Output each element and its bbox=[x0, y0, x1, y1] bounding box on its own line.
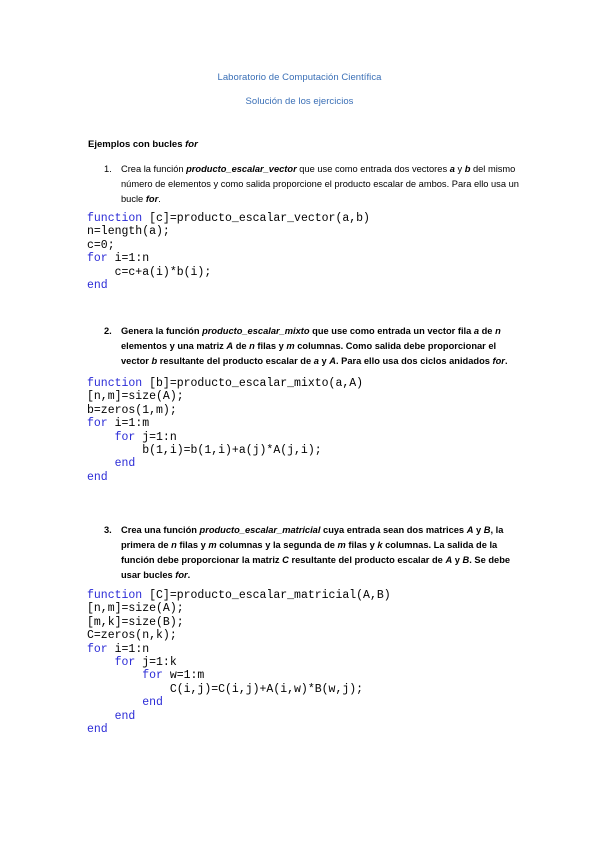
code-keyword: function bbox=[87, 377, 143, 390]
function-name: producto_escalar_mixto bbox=[202, 326, 310, 336]
text-part: filas y bbox=[345, 540, 378, 550]
exercise-2-text bbox=[121, 324, 524, 369]
code-line bbox=[87, 457, 135, 470]
exercise-1 bbox=[104, 162, 524, 207]
code-keyword: end bbox=[87, 457, 136, 471]
code-line bbox=[87, 212, 370, 225]
code-text: [c]=producto_escalar_vector(a,b) bbox=[142, 212, 370, 225]
code-text: C(i,j)=C(i,j)+A(i,w)*B(w,j); bbox=[87, 682, 364, 696]
section-heading-label: Ejemplos con bucles bbox=[88, 139, 186, 150]
exercise-1-text bbox=[121, 162, 524, 207]
text-part: Crea una función bbox=[121, 525, 200, 535]
code-block-1 bbox=[87, 212, 370, 292]
text-part: . Se debe usar bucles bbox=[121, 555, 511, 580]
code-line bbox=[87, 669, 204, 682]
variable: a bbox=[449, 164, 455, 174]
text-part: . bbox=[504, 356, 508, 366]
text-part: de bbox=[479, 326, 496, 336]
code-line bbox=[87, 431, 177, 444]
variable: b bbox=[464, 164, 471, 174]
text-part: cuya entrada sean dos matrices bbox=[320, 525, 467, 535]
exercise-1-number: 1. bbox=[104, 164, 112, 174]
code-line bbox=[87, 444, 322, 457]
code-line bbox=[87, 643, 149, 656]
code-text: w=1:m bbox=[162, 669, 205, 683]
section-heading-emphasis: for bbox=[185, 139, 198, 150]
text-part: y bbox=[454, 164, 465, 174]
code-line bbox=[87, 266, 211, 279]
code-text: b=zeros(1,m); bbox=[87, 403, 177, 417]
variable: A bbox=[466, 525, 474, 535]
exercise-3-text bbox=[121, 523, 524, 583]
text-part: y bbox=[452, 555, 463, 565]
variable: b bbox=[151, 356, 158, 366]
code-line bbox=[87, 602, 184, 615]
variable: A bbox=[445, 555, 453, 565]
variable: B bbox=[462, 555, 470, 565]
text-part: . bbox=[187, 570, 191, 580]
text-part: que use como entrada un vector fila bbox=[309, 326, 474, 336]
variable: a bbox=[473, 326, 480, 336]
variable: A bbox=[329, 356, 336, 366]
function-name: producto_escalar_vector bbox=[186, 164, 297, 174]
code-keyword: end bbox=[87, 696, 163, 710]
code-line bbox=[87, 390, 184, 403]
code-text: [n,m]=size(A); bbox=[87, 390, 184, 404]
code-keyword: for bbox=[87, 669, 163, 683]
code-text: i=1:n bbox=[107, 642, 150, 656]
code-keyword: for bbox=[87, 417, 108, 431]
code-text: i=1:n bbox=[107, 252, 150, 266]
code-keyword: end bbox=[87, 470, 108, 484]
text-part: resultante del producto escalar de bbox=[157, 356, 314, 366]
exercise-3 bbox=[104, 523, 524, 583]
variable: B bbox=[483, 525, 491, 535]
exercise-2-number: 2. bbox=[104, 326, 112, 336]
keyword: for bbox=[145, 194, 159, 204]
code-text: [C]=producto_escalar_matricial(A,B) bbox=[142, 589, 391, 602]
code-line bbox=[87, 225, 170, 238]
text-part: filas y bbox=[176, 540, 209, 550]
code-keyword: for bbox=[87, 656, 136, 670]
document-title: Laboratorio de Computación Científica bbox=[217, 72, 382, 83]
exercise-3-number: 3. bbox=[104, 525, 112, 535]
code-text: [m,k]=size(B); bbox=[87, 615, 184, 629]
code-line bbox=[87, 417, 149, 430]
code-keyword: function bbox=[87, 589, 143, 602]
keyword: for bbox=[492, 356, 505, 366]
code-text: c=0; bbox=[87, 238, 115, 252]
text-part: resultante del producto escalar de bbox=[288, 555, 446, 565]
variable: a bbox=[313, 356, 319, 366]
code-line bbox=[87, 471, 108, 484]
code-keyword: for bbox=[87, 642, 108, 656]
code-line bbox=[87, 656, 177, 669]
variable: n bbox=[171, 540, 177, 550]
code-text: j=1:n bbox=[135, 430, 177, 444]
variable: m bbox=[337, 540, 346, 550]
text-part: columnas. Como salida debe proporcionar el vector bbox=[121, 341, 497, 366]
variable: n bbox=[249, 341, 255, 351]
code-keyword: for bbox=[87, 252, 108, 266]
code-text: n=length(a); bbox=[87, 225, 170, 239]
text-part: , la primera de bbox=[121, 525, 504, 550]
code-keyword: end bbox=[87, 723, 108, 737]
code-line bbox=[87, 279, 108, 292]
text-part: . bbox=[158, 194, 161, 204]
code-text: j=1:k bbox=[135, 656, 177, 670]
code-line bbox=[87, 696, 163, 709]
code-text: b(1,i)=b(1,i)+a(j)*A(j,i); bbox=[87, 444, 322, 458]
text-part: que use como entrada dos vectores bbox=[296, 164, 450, 174]
variable: A bbox=[226, 341, 234, 351]
variable: m bbox=[208, 540, 217, 550]
function-name: producto_escalar_matricial bbox=[199, 525, 321, 535]
variable: n bbox=[495, 326, 501, 336]
text-part: del mismo número de elementos y como salida proporcione el producto escalar de ambos. Para ello usa un bucle bbox=[121, 164, 519, 204]
variable: m bbox=[286, 341, 295, 351]
code-line bbox=[87, 629, 177, 642]
code-keyword: end bbox=[87, 279, 108, 293]
text-part: columnas. La salida de la función debe proporcionar la matriz bbox=[121, 540, 498, 565]
keyword: for bbox=[175, 570, 188, 580]
text-part: Crea la función bbox=[121, 164, 187, 174]
code-line bbox=[87, 252, 149, 265]
code-text: C=zeros(n,k); bbox=[87, 629, 177, 643]
code-text: c=c+a(i)*b(i); bbox=[87, 265, 212, 279]
text-part: columnas y la segunda de bbox=[216, 540, 338, 550]
text-part: y bbox=[318, 356, 330, 366]
code-block-2 bbox=[87, 377, 363, 484]
code-block-3 bbox=[87, 589, 391, 736]
code-line bbox=[87, 616, 184, 629]
section-heading bbox=[88, 139, 198, 150]
code-line bbox=[87, 723, 108, 736]
code-text: [n,m]=size(A); bbox=[87, 602, 184, 616]
exercise-2 bbox=[104, 324, 524, 369]
code-text: [b]=producto_escalar_mixto(a,A) bbox=[142, 377, 364, 390]
code-line bbox=[87, 404, 177, 417]
variable: k bbox=[377, 540, 383, 550]
code-line bbox=[87, 239, 115, 252]
text-part: elementos y una matriz bbox=[121, 341, 227, 351]
variable: C bbox=[282, 555, 289, 565]
text-part: filas y bbox=[254, 341, 287, 351]
document-subtitle: Solución de los ejercicios bbox=[245, 96, 354, 107]
text-part: Genera la función bbox=[121, 326, 203, 336]
code-line bbox=[87, 589, 391, 602]
code-keyword: end bbox=[87, 709, 136, 723]
code-line bbox=[87, 683, 363, 696]
code-line bbox=[87, 377, 363, 390]
text-part: de bbox=[233, 341, 250, 351]
code-keyword: for bbox=[87, 430, 136, 444]
code-line bbox=[87, 710, 135, 723]
text-part: . Para ello usa dos ciclos anidados bbox=[335, 356, 493, 366]
code-keyword: function bbox=[87, 212, 143, 225]
code-text: i=1:m bbox=[107, 417, 150, 431]
text-part: y bbox=[473, 525, 484, 535]
